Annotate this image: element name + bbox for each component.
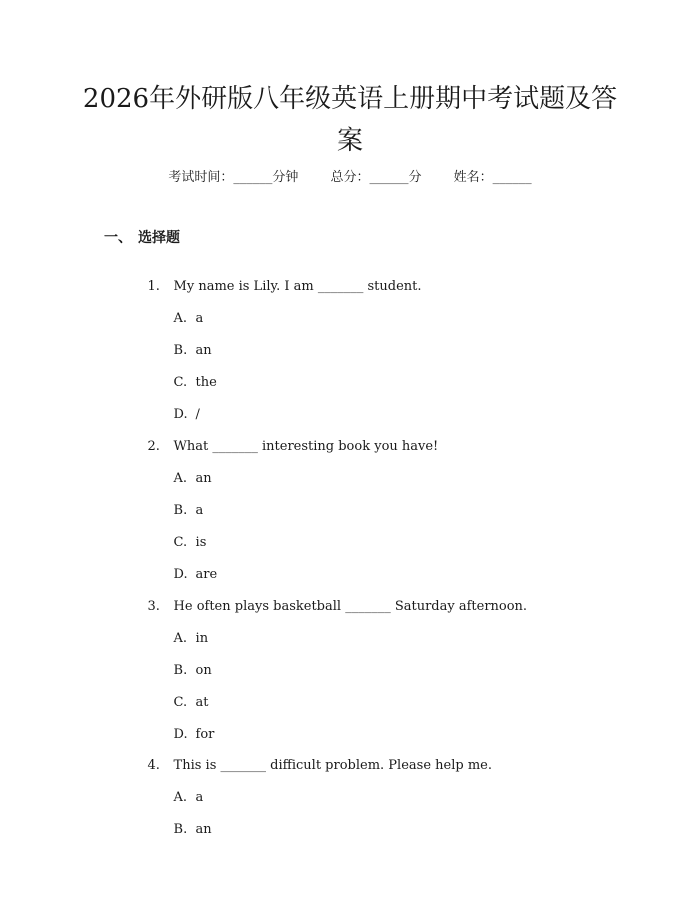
option-text: an	[195, 822, 212, 837]
option-letter: D.	[173, 567, 188, 582]
option-letter: B.	[173, 343, 188, 358]
option-letter: D.	[173, 727, 188, 742]
option-text: at	[195, 695, 209, 710]
section-number: 一、	[104, 230, 132, 246]
section-title: 选择题	[138, 230, 180, 246]
option-item	[157, 803, 212, 857]
question-number: 4.	[147, 758, 160, 773]
option-text: the	[195, 375, 217, 390]
option-letter: C.	[173, 375, 188, 390]
option-text: an	[195, 343, 212, 358]
option-text: a	[195, 790, 204, 805]
option-text: for	[195, 727, 215, 742]
question-number: 1.	[147, 279, 160, 294]
question-number: 2.	[147, 439, 160, 454]
section-heading	[104, 228, 180, 248]
option-letter: A.	[173, 471, 188, 486]
student-name-label: 姓名：______	[453, 170, 532, 185]
question-text: What _______ interesting book you have!	[173, 439, 439, 454]
question-number: 3.	[147, 599, 160, 614]
option-text: a	[195, 503, 204, 518]
option-text: a	[195, 311, 204, 326]
option-letter: A.	[173, 790, 188, 805]
exam-meta	[0, 168, 700, 188]
option-text: an	[195, 471, 212, 486]
question-text: My name is Lily. I am _______ student.	[173, 279, 422, 294]
page-title: 2026年外研版八年级英语上册期中考试题及答案	[82, 84, 618, 156]
option-letter: B.	[173, 663, 188, 678]
option-text: is	[195, 535, 207, 550]
option-letter: C.	[173, 695, 188, 710]
question-text: He often plays basketball _______ Saturday afternoon.	[173, 599, 528, 614]
total-score-label: 总分：______分	[330, 170, 422, 185]
option-letter: B.	[173, 503, 188, 518]
option-text: /	[195, 407, 200, 422]
exam-time-label: 考试时间：______分钟	[168, 170, 299, 185]
option-letter: A.	[173, 311, 188, 326]
option-letter: A.	[173, 631, 188, 646]
option-text: in	[195, 631, 209, 646]
option-text: are	[195, 567, 218, 582]
option-letter: C.	[173, 535, 188, 550]
option-text: on	[195, 663, 212, 678]
question-text: This is _______ difficult problem. Please help me.	[173, 758, 492, 773]
option-letter: B.	[173, 822, 188, 837]
option-letter: D.	[173, 407, 188, 422]
